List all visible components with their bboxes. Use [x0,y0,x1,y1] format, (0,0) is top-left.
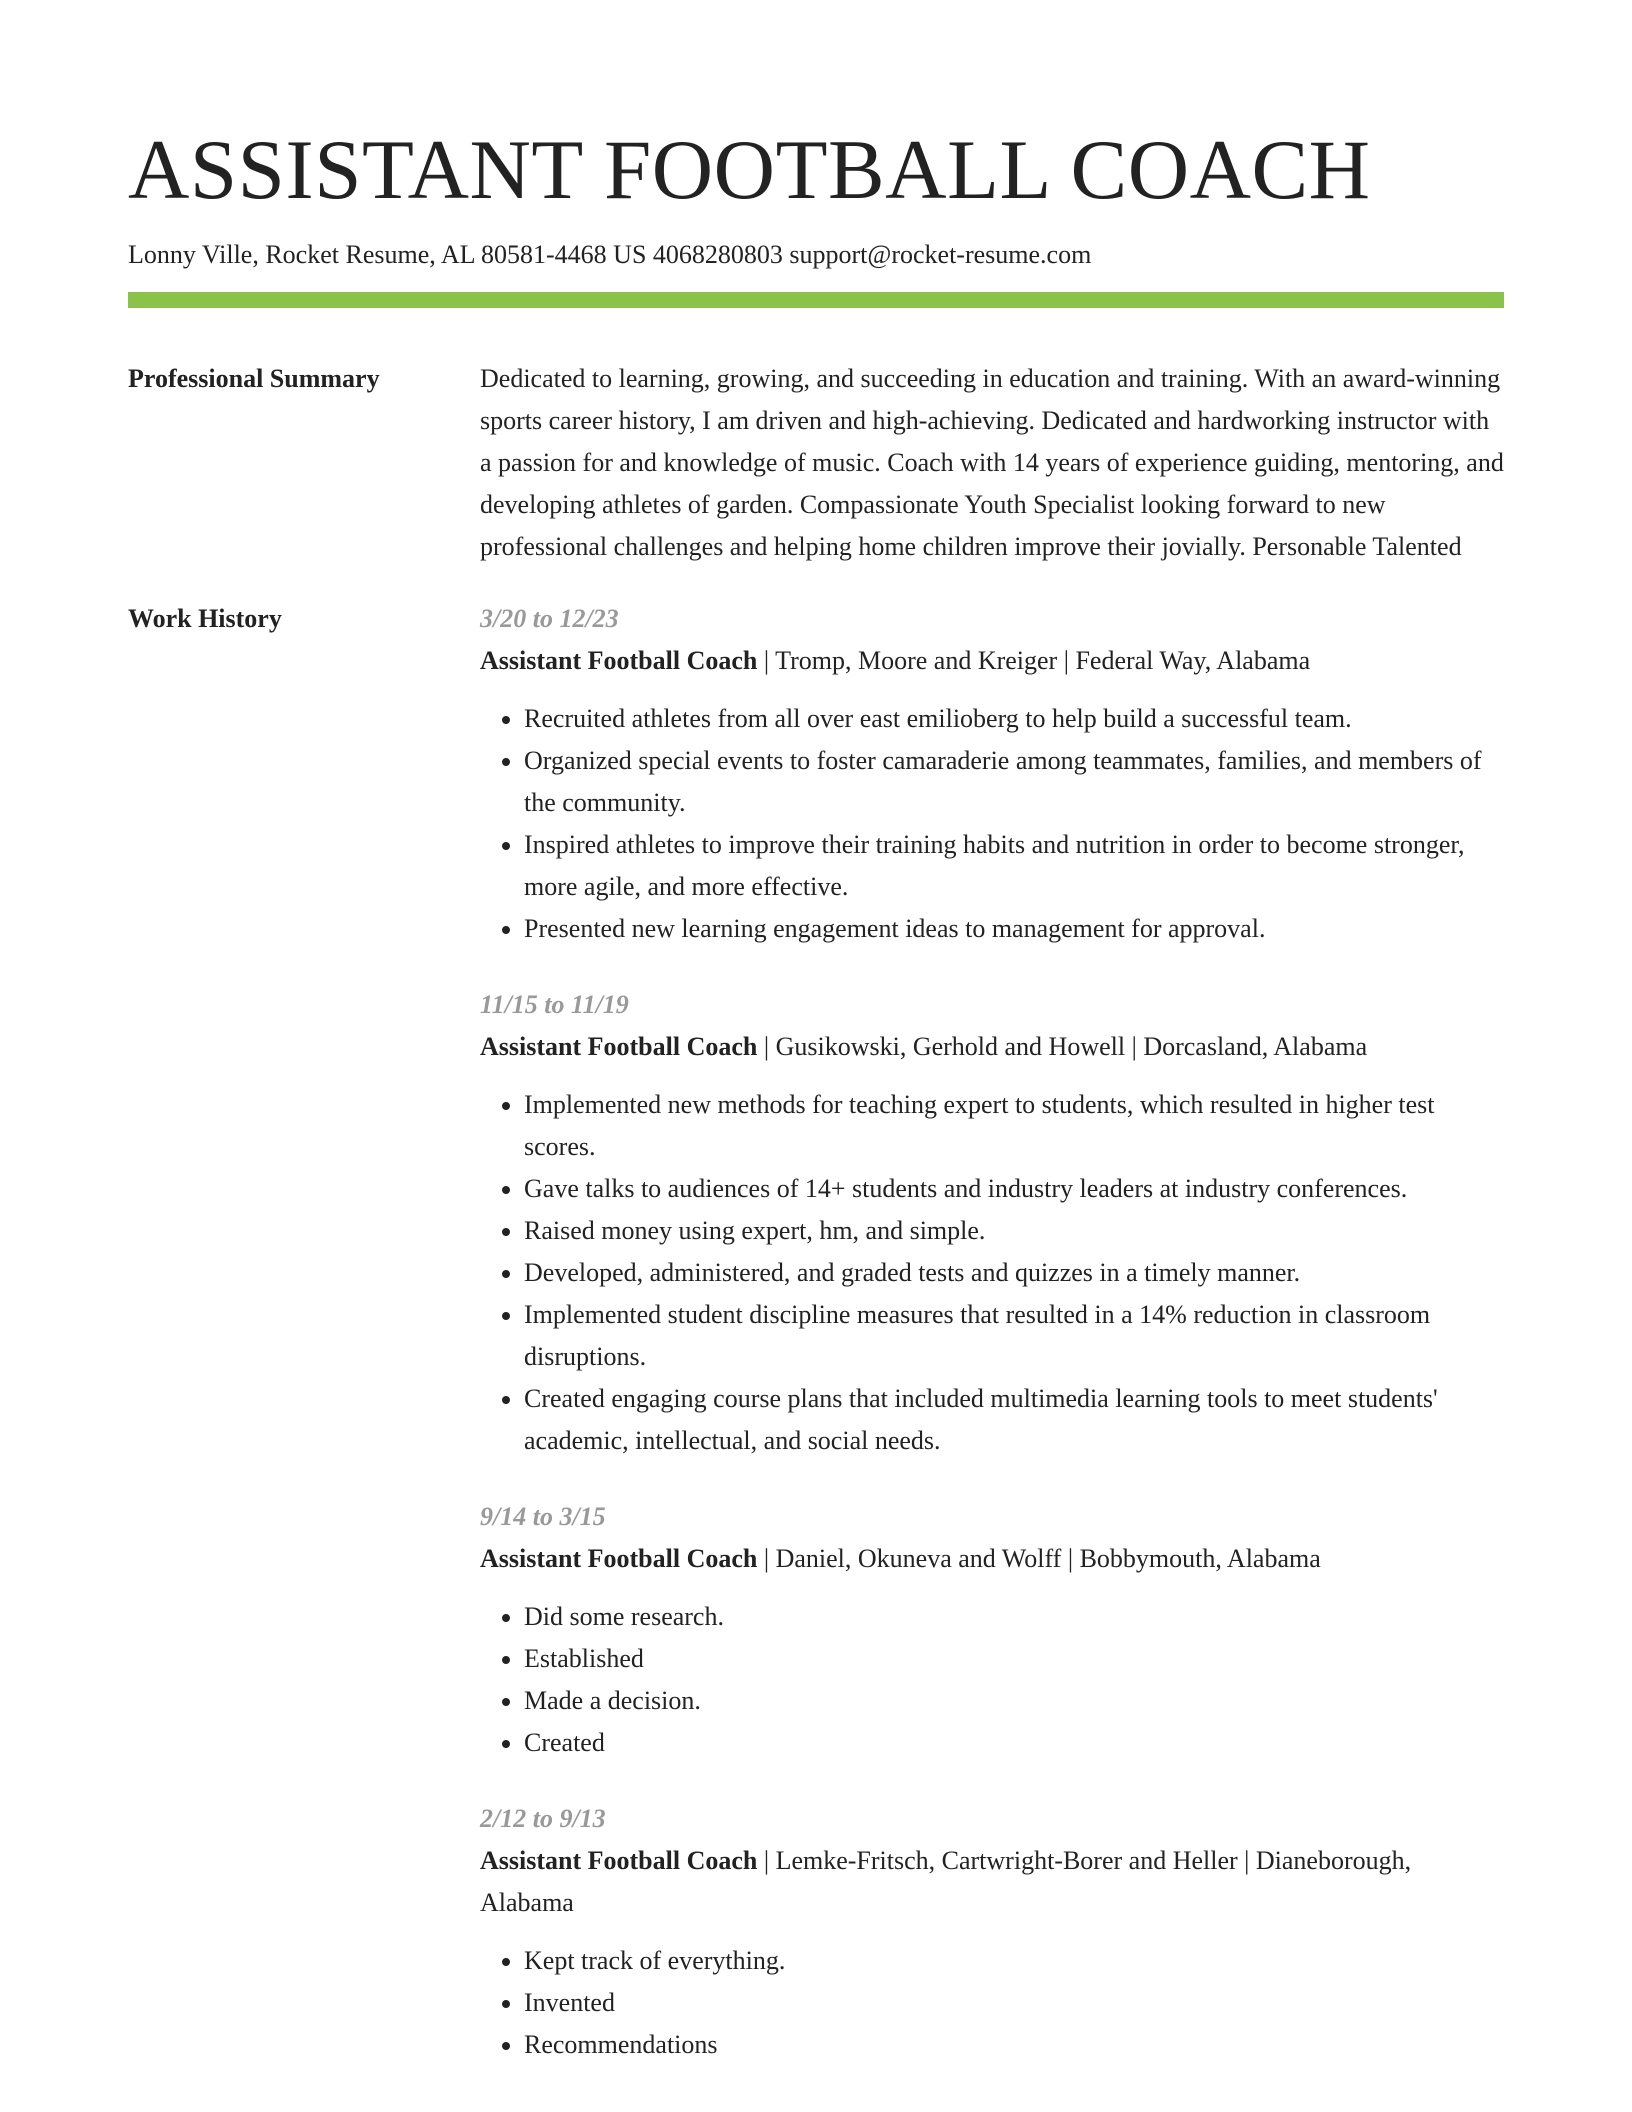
job-bullet: • Implemented new methods for teaching expert to students, which resulted in higher test scores. [524,1084,1504,1168]
separator: | [757,1544,776,1573]
job-dates: 2/12 to 9/13 [480,1804,606,1833]
resume-title: ASSISTANT FOOTBALL COACH [128,123,1371,217]
job-bullet: • Inspired athletes to improve their training habits and nutrition in order to become stronger, more agile, and more effective. [524,824,1504,908]
job-location: Federal Way, Alabama [1075,646,1311,675]
resume-page [128,0,1504,2100]
job-location: Dorcasland, Alabama [1143,1032,1368,1061]
job-list [480,598,1504,2100]
job-company: Tromp, Moore and Kreiger [775,646,1058,675]
job-bullet: • Did some research. [524,1596,1504,1638]
job-heading [480,1026,1504,1068]
job-bullet: • Gave talks to audiences of 14+ students and industry leaders at industry conferences. [524,1168,1504,1210]
job-entry [480,1496,1504,1764]
job-title: Assistant Football Coach [480,1846,758,1875]
job-location: Dianeborough, Alabama [480,1846,1412,1917]
job-title: Assistant Football Coach [480,646,758,675]
job-heading [480,640,1504,682]
accent-divider [128,292,1504,308]
job-bullet: • Presented new learning engagement ideas to management for approval. [524,908,1504,950]
job-bullet: • Established [524,1638,1504,1680]
job-location: Bobbymouth, Alabama [1079,1544,1321,1573]
job-company: Gusikowski, Gerhold and Howell [775,1032,1126,1061]
separator: | [1061,1544,1080,1573]
job-entry [480,1798,1504,2066]
separator: | [1125,1032,1144,1061]
job-company: Lemke-Fritsch, Cartwright-Borer and Heller [775,1846,1238,1875]
job-bullets [480,1596,1504,1764]
job-dates: 3/20 to 12/23 [480,604,619,633]
summary-section [128,358,1504,568]
work-history-heading: Work History [128,604,282,633]
separator: | [1057,646,1076,675]
job-bullets [480,1940,1504,2066]
job-bullet: • Raised money using expert, hm, and simple. [524,1210,1504,1252]
job-entry [480,598,1504,950]
job-bullet: • Recruited athletes from all over east emilioberg to help build a successful team. [524,698,1504,740]
job-bullets [480,1084,1504,1462]
separator: | [757,646,776,675]
job-bullet: • Created [524,1722,1504,1764]
job-company: Daniel, Okuneva and Wolff [775,1544,1062,1573]
job-title: Assistant Football Coach [480,1032,758,1061]
separator: | [757,1032,776,1061]
job-heading [480,1538,1504,1580]
job-bullet: • Kept track of everything. [524,1940,1504,1982]
job-heading [480,1840,1504,1924]
separator: | [757,1846,776,1875]
job-bullets [480,698,1504,950]
contact-line: Lonny Ville, Rocket Resume, AL 80581-4468 US 4068280803 support@rocket-resume.com [128,240,1092,269]
job-dates: 11/15 to 11/19 [480,990,629,1019]
summary-heading: Professional Summary [128,364,380,393]
job-bullet: • Implemented student discipline measures that resulted in a 14% reduction in classroom disruptions. [524,1294,1504,1378]
job-bullet: • Created engaging course plans that included multimedia learning tools to meet students' academic, intellectual, and social needs. [524,1378,1504,1462]
job-bullet: • Recommendations [524,2024,1504,2066]
job-bullet: • Made a decision. [524,1680,1504,1722]
job-bullet: • Invented [524,1982,1504,2024]
separator: | [1237,1846,1256,1875]
job-entry [480,984,1504,1462]
work-history-section [128,598,1504,2100]
job-dates: 9/14 to 3/15 [480,1502,606,1531]
job-bullet: • Organized special events to foster camaraderie among teammates, families, and members of the community. [524,740,1504,824]
job-bullet: • Developed, administered, and graded tests and quizzes in a timely manner. [524,1252,1504,1294]
summary-text: Dedicated to learning, growing, and succeeding in education and training. With an award-winning sports career history, I am driven and high-achieving. Dedicated and hardworking instructor with a passion for and knowledge of music. Coach with 14 years of experience guiding, mentoring, and developing athletes of garden. Compassionate Youth Specialist looking forward to new professional challenges and helping home children improve their jovially. Personable Talented [480,364,1504,561]
job-title: Assistant Football Coach [480,1544,758,1573]
